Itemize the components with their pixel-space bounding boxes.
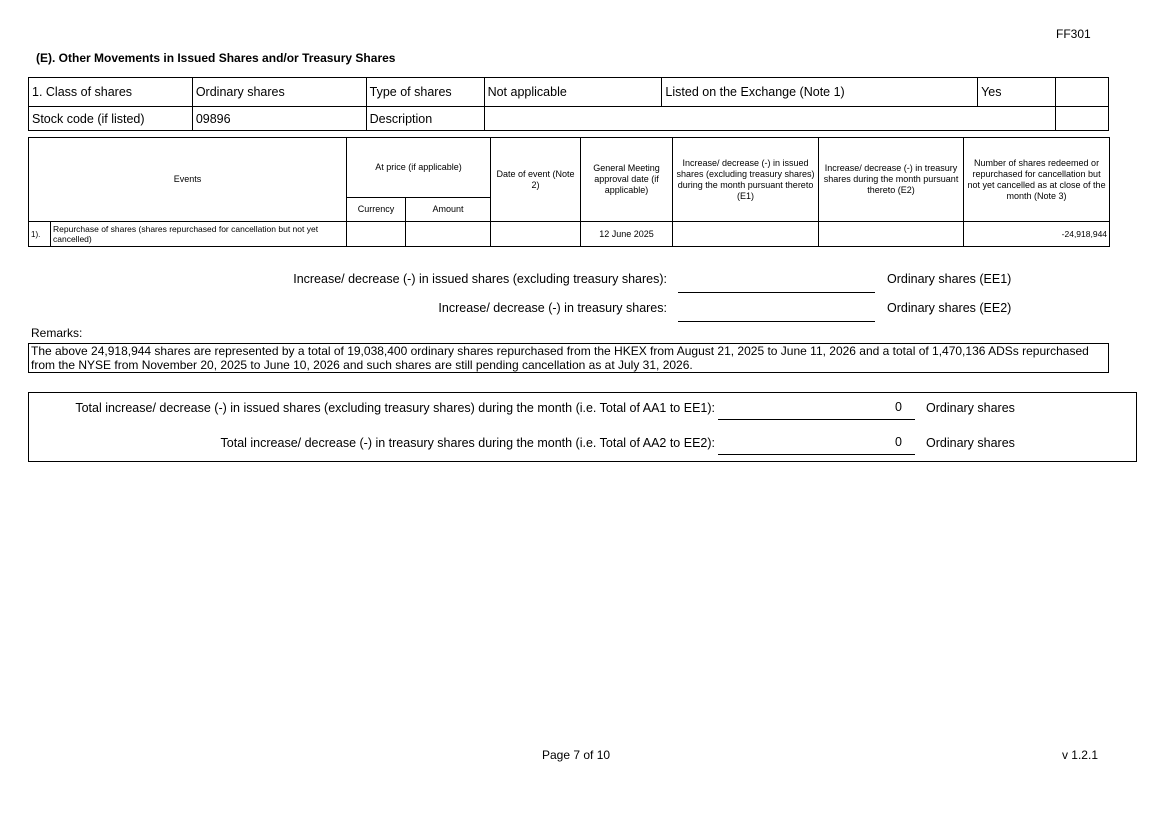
gm-approval-header: General Meeting approval date (if applicable) — [581, 138, 673, 222]
row-amount — [406, 222, 491, 247]
e1-header: Increase/ decrease (-) in issued shares (excluding treasury shares) during the month pursuant thereto (E1) — [673, 138, 819, 222]
row-number: 1). — [29, 222, 51, 247]
description-extra-cell — [1056, 107, 1109, 131]
total-issued-value: 0 — [718, 400, 915, 420]
stock-code-label: Stock code (if listed) — [29, 107, 193, 131]
ee1-label: Increase/ decrease (-) in issued shares (excluding treasury shares): — [293, 272, 667, 286]
remarks-text: The above 24,918,944 shares are represented by a total of 19,038,400 ordinary shares repurchased from the HKEX from August 21, 2025 to June 11, 2026 and a total of 1,470,136 ADSs repurchased from the NYSE from November 20, 2025 to June 10, 2026 and such shares are still pending cancellation as at July 31, 2026. — [31, 344, 1089, 372]
total-issued-label: Total increase/ decrease (-) in issued shares (excluding treasury shares) during the month (i.e. Total of AA1 to EE1): — [75, 401, 715, 415]
total-treasury-label: Total increase/ decrease (-) in treasury shares during the month (i.e. Total of AA2 to EE2): — [220, 436, 715, 450]
version-label: v 1.2.1 — [1061, 748, 1098, 762]
share-class-table — [28, 77, 1109, 131]
ee2-label: Increase/ decrease (-) in treasury shares: — [438, 301, 667, 315]
total-treasury-value: 0 — [718, 435, 915, 455]
form-code: FF301 — [1056, 27, 1091, 41]
ee2-value — [678, 305, 875, 322]
row-redeemed: -24,918,944 — [964, 222, 1110, 247]
total-issued-unit: Ordinary shares — [926, 401, 1015, 415]
listed-label: Listed on the Exchange (Note 1) — [662, 78, 978, 107]
row-e2 — [819, 222, 964, 247]
remarks-label: Remarks: — [31, 326, 83, 340]
at-price-header: At price (if applicable) — [347, 138, 491, 198]
row-gm-date: 12 June 2025 — [581, 222, 673, 247]
stock-code-value: 09896 — [192, 107, 366, 131]
listed-extra-cell — [1056, 78, 1109, 107]
listed-value: Yes — [978, 78, 1056, 107]
remarks-box — [28, 343, 1109, 373]
table-row — [29, 222, 1110, 247]
redeemed-header: Number of shares redeemed or repurchased for cancellation but not yet cancelled as at close of the month (Note 3) — [964, 138, 1110, 222]
ee2-unit: Ordinary shares (EE2) — [887, 301, 1012, 315]
ee1-value — [678, 276, 875, 293]
description-value — [484, 107, 1055, 131]
date-of-event-header: Date of event (Note 2) — [491, 138, 581, 222]
page-number: Page 7 of 10 — [542, 748, 611, 762]
ee1-unit: Ordinary shares (EE1) — [887, 272, 1012, 286]
class-value: Ordinary shares — [192, 78, 366, 107]
amount-header: Amount — [406, 198, 491, 222]
type-label: Type of shares — [366, 78, 484, 107]
row-date-of-event — [491, 222, 581, 247]
events-table — [28, 137, 1110, 247]
description-label: Description — [366, 107, 484, 131]
e2-header: Increase/ decrease (-) in treasury shares during the month pursuant thereto (E2) — [819, 138, 964, 222]
class-label: 1. Class of shares — [29, 78, 193, 107]
total-treasury-unit: Ordinary shares — [926, 436, 1015, 450]
type-value: Not applicable — [484, 78, 662, 107]
currency-header: Currency — [347, 198, 406, 222]
section-title: (E). Other Movements in Issued Shares and/or Treasury Shares — [36, 51, 396, 65]
row-currency — [347, 222, 406, 247]
row-event: Repurchase of shares (shares repurchased for cancellation but not yet cancelled) — [51, 222, 347, 247]
row-e1 — [673, 222, 819, 247]
events-header: Events — [29, 138, 347, 222]
